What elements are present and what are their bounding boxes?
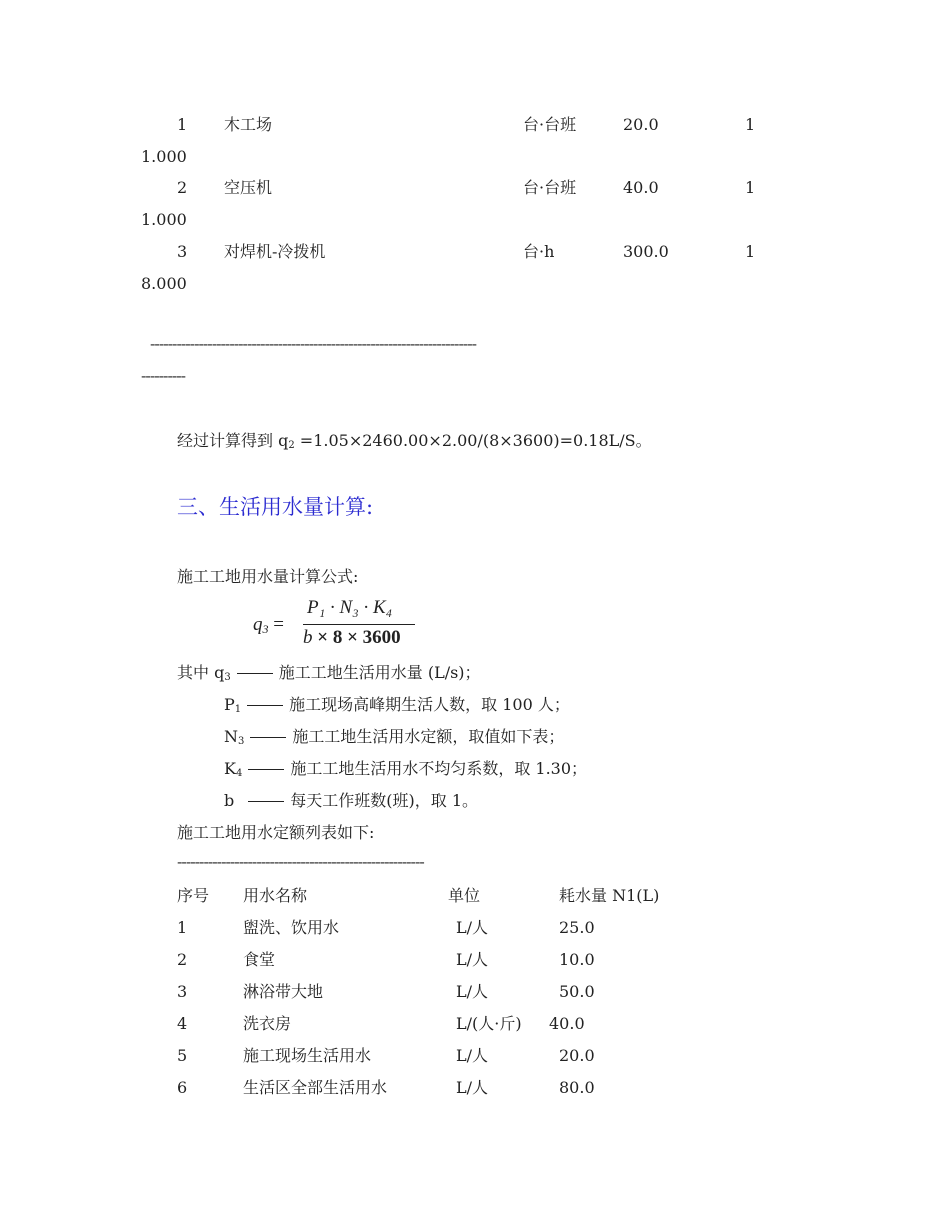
calc-formula: =1.05×2460.00×2.00/(8×3600)=0.18L/S。 (294, 431, 652, 450)
section-heading: 三、生活用水量计算: (177, 495, 374, 519)
definition-text: 施工现场高峰期生活人数，取 100 人； (289, 695, 570, 714)
definition-symbol: P (224, 695, 235, 714)
em-dash (237, 673, 273, 674)
calc-q-sub: 2 (288, 440, 295, 451)
cell-no: 4 (177, 1014, 188, 1033)
cell-value: 10.0 (559, 950, 595, 969)
definition-symbol: q (214, 663, 225, 682)
header-unit: 单位 (448, 886, 481, 905)
equipment-value: 40.0 (623, 178, 659, 197)
equipment-name: 空压机 (224, 178, 273, 197)
definition-text: 施工工地生活用水量 (L/s)； (278, 663, 481, 682)
table-separator: -------------------------------------------------------- (177, 852, 424, 871)
equipment-wrap-value: 1.000 (141, 147, 187, 166)
cell-name: 盥洗、饮用水 (243, 918, 340, 937)
definition-item: $N_3$ 施工工地生活用水定额，取值如下表； (224, 727, 565, 747)
calc-result (177, 431, 652, 456)
cell-no: 2 (177, 950, 188, 969)
cell-unit: L/人 (456, 982, 489, 1001)
equipment-count: 1 (745, 178, 756, 197)
cell-no: 6 (177, 1078, 188, 1097)
row-number: 2 (177, 178, 188, 197)
cell-unit: L/人 (456, 1078, 489, 1097)
header-no: 序号 (177, 886, 210, 905)
definition-symbol: b (224, 791, 235, 810)
cell-unit: L/人 (456, 1046, 489, 1065)
equipment-unit: 台·台班 (523, 115, 577, 134)
formula-denominator: b × 8 × 3600 (303, 627, 401, 648)
cell-no: 5 (177, 1046, 188, 1065)
cell-name: 淋浴带大地 (243, 982, 324, 1001)
definition-text: 施工工地生活用水定额，取值如下表； (292, 727, 565, 746)
definition-lead: 其中 (177, 663, 210, 682)
water-formula (253, 597, 423, 653)
cell-unit: L/人 (456, 950, 489, 969)
equipment-unit: 台·h (523, 242, 555, 261)
equipment-count: 1 (745, 115, 756, 134)
definition-symbol: N (224, 727, 238, 746)
table-caption: 施工工地用水定额列表如下: (177, 823, 375, 842)
equipment-wrap-value: 8.000 (141, 274, 187, 293)
header-name: 用水名称 (243, 886, 308, 905)
fraction-bar (303, 624, 415, 625)
calc-q: q (278, 431, 289, 450)
equipment-name: 对焊机-冷拨机 (224, 242, 326, 261)
definition-item: 其中 $q_3$ 施工工地生活用水量 (L/s)； (177, 663, 481, 683)
cell-value: 80.0 (559, 1078, 595, 1097)
formula-intro: 施工工地用水量计算公式: (177, 567, 359, 586)
definition-item: $K_4$ 施工工地生活用水不均匀系数，取 1.30； (224, 759, 588, 779)
cell-value: 25.0 (559, 918, 595, 937)
cell-value: 40.0 (549, 1014, 585, 1033)
cell-value: 50.0 (559, 982, 595, 1001)
definition-text: 每天工作班数(班)，取 1。 (290, 791, 479, 810)
definition-text: 施工工地生活用水不均匀系数，取 1.30； (290, 759, 588, 778)
cell-value: 20.0 (559, 1046, 595, 1065)
cell-no: 3 (177, 982, 188, 1001)
equipment-value: 300.0 (623, 242, 669, 261)
definition-item (224, 791, 478, 816)
formula-lhs: q3 = (253, 614, 284, 636)
em-dash (248, 769, 284, 770)
cell-name: 生活区全部生活用水 (243, 1078, 388, 1097)
formula-numerator: P₁ · N₃ · K₄ (307, 597, 393, 618)
definition-symbol: K (224, 759, 236, 778)
cell-no: 1 (177, 918, 188, 937)
row-number: 3 (177, 242, 188, 261)
separator-line: -------------------------------------------------------------------------- (150, 334, 477, 353)
definition-item: $P_1$ 施工现场高峰期生活人数，取 100 人； (224, 695, 570, 715)
separator-line: ---------- (141, 366, 186, 385)
cell-name: 洗衣房 (243, 1014, 292, 1033)
cell-name: 食堂 (243, 950, 276, 969)
calc-prefix: 经过计算得到 (177, 431, 279, 450)
cell-unit: L/人 (456, 918, 489, 937)
equipment-wrap-value: 1.000 (141, 210, 187, 229)
em-dash (250, 737, 286, 738)
equipment-name: 木工场 (224, 115, 273, 134)
equipment-count: 1 (745, 242, 756, 261)
header-consumption: 耗水量 N1(L) (559, 886, 660, 905)
equipment-unit: 台·台班 (523, 178, 577, 197)
cell-name: 施工现场生活用水 (243, 1046, 372, 1065)
equipment-value: 20.0 (623, 115, 659, 134)
em-dash (247, 705, 283, 706)
row-number: 1 (177, 115, 188, 134)
cell-unit: L/(人·斤) (456, 1014, 522, 1033)
em-dash (248, 801, 284, 802)
